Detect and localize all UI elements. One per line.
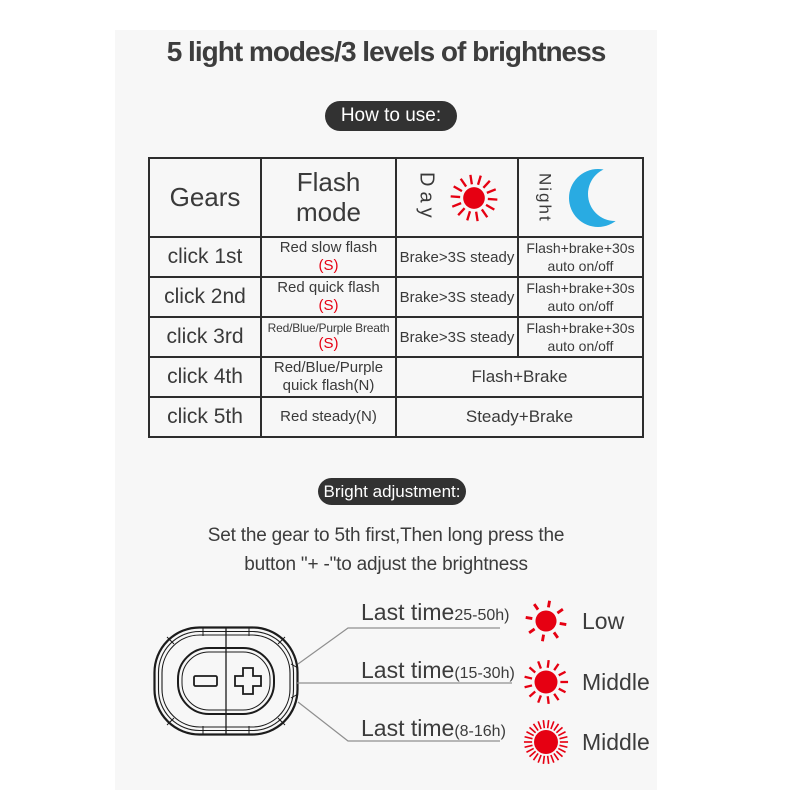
last-time-text: Last time	[361, 715, 455, 741]
level-label-low: Low	[582, 608, 625, 634]
night-label: Night	[535, 172, 555, 223]
last-time-label-2	[361, 657, 515, 684]
cell-day: Brake>3S steady	[396, 317, 518, 357]
table-row	[149, 397, 643, 437]
flash-mode-text: Red slow flash	[279, 239, 378, 256]
sun-low-icon	[523, 598, 569, 644]
cell-night: Flash+brake+30s auto on/off	[518, 277, 643, 317]
instruction-line-1: Set the gear to 5th first,Then long press the	[207, 525, 565, 546]
cell-day-night-merged: Flash+Brake	[396, 357, 643, 397]
adjustment-instructions	[124, 521, 648, 580]
flash-mode-mark: (S)	[318, 335, 339, 353]
table-row	[149, 357, 643, 397]
table-header-row	[149, 158, 643, 237]
instruction-line-2: button "+ -"to adjust the brightness	[244, 554, 528, 576]
flash-mode-text: Red quick flash	[277, 279, 380, 296]
cell-gear: click 5th	[149, 397, 261, 437]
header-night	[518, 158, 643, 237]
flash-mode-mark: (S)	[318, 297, 339, 314]
header-gears: Gears	[149, 158, 261, 237]
last-time-label-1	[361, 599, 509, 626]
header-day	[396, 158, 518, 237]
level-label-middle: Middle	[582, 669, 650, 695]
last-time-range: (15-30h)	[454, 665, 515, 682]
plus-button-icon	[235, 668, 261, 694]
cell-flash-mode: Red/Blue/Purple quick flash(N)	[261, 357, 396, 397]
cell-day: Brake>3S steady	[396, 237, 518, 277]
last-time-label-3	[361, 715, 506, 742]
bright-adjustment-badge: Bright adjustment:	[318, 478, 466, 505]
cell-flash-mode	[261, 237, 396, 277]
last-time-text: Last time	[361, 657, 455, 683]
moon-icon	[567, 166, 627, 230]
cell-night: Flash+brake+30s auto on/off	[518, 317, 643, 357]
sun-middle-icon	[523, 659, 569, 705]
cell-gear: click 3rd	[149, 317, 261, 357]
modes-table	[148, 157, 644, 438]
sun-icon	[448, 172, 500, 224]
last-time-text: Last time	[361, 599, 455, 625]
last-time-range: 25-50h)	[454, 607, 510, 624]
table-row	[149, 277, 643, 317]
cell-day-night-merged: Steady+Brake	[396, 397, 643, 437]
cell-night: Flash+brake+30s auto on/off	[518, 237, 643, 277]
how-to-use-badge: How to use:	[325, 101, 457, 131]
last-time-range: (8-16h)	[454, 723, 506, 740]
level-label-middle2: Middle	[582, 729, 650, 755]
flash-mode-mark: (S)	[318, 257, 339, 274]
cell-gear: click 4th	[149, 357, 261, 397]
flash-mode-text: Red/Blue/Purple Breath	[267, 320, 390, 335]
cell-gear: click 1st	[149, 237, 261, 277]
sun-dense-icon	[523, 719, 569, 765]
minus-button-icon	[194, 676, 217, 686]
cell-gear: click 2nd	[149, 277, 261, 317]
cell-day: Brake>3S steady	[396, 277, 518, 317]
page-title: 5 light modes/3 levels of brightness	[166, 36, 606, 67]
table-row	[149, 237, 643, 277]
cell-flash-mode	[261, 317, 396, 357]
header-flash-mode: Flash mode	[261, 158, 396, 237]
day-label: Day	[415, 172, 438, 223]
cell-flash-mode	[261, 277, 396, 317]
cell-flash-mode: Red steady(N)	[261, 397, 396, 437]
table-row	[149, 317, 643, 357]
light-device-diagram	[153, 626, 299, 736]
